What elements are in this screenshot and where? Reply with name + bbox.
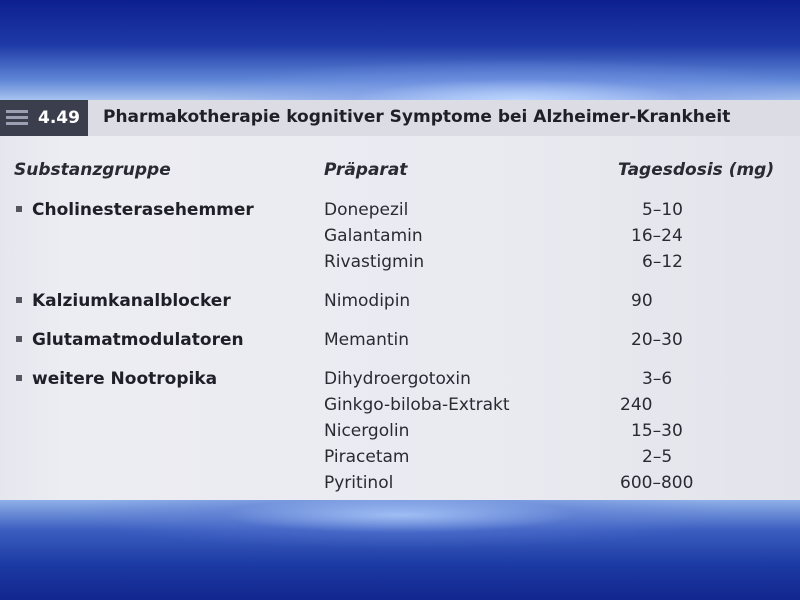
- dose-cell: 15–30: [631, 421, 683, 441]
- table-row: [0, 447, 800, 473]
- group-cell: [16, 200, 254, 220]
- group-cell: [16, 330, 244, 350]
- table-title: Pharmakotherapie kognitiver Symptome bei Alzheimer-Krankheit: [103, 107, 731, 127]
- bullet-icon: [16, 336, 22, 342]
- table-header-bar: [0, 100, 800, 136]
- dose-cell: 240: [620, 395, 653, 415]
- table-row: [0, 252, 800, 278]
- table-number-badge: [0, 100, 88, 136]
- table-row: [0, 369, 800, 395]
- group-label: Cholinesterasehemmer: [32, 200, 254, 220]
- drug-cell: Donepezil: [324, 200, 409, 220]
- table-row: [0, 395, 800, 421]
- dose-cell: 6–12: [642, 252, 683, 272]
- bullet-icon: [16, 206, 22, 212]
- menu-lines-icon: [6, 110, 28, 126]
- dose-cell: 2–5: [642, 447, 673, 467]
- dose-cell: 16–24: [631, 226, 683, 246]
- column-header-group: Substanzgruppe: [14, 160, 171, 180]
- dose-cell: 5–10: [642, 200, 683, 220]
- bullet-icon: [16, 297, 22, 303]
- table-row: [0, 200, 800, 226]
- column-header-drug: Präparat: [324, 160, 408, 180]
- table-row: [0, 421, 800, 447]
- group-label: Kalziumkanalblocker: [32, 291, 231, 311]
- drug-cell: Ginkgo-biloba-Extrakt: [324, 395, 510, 415]
- group-cell: [16, 291, 231, 311]
- dose-cell: 3–6: [642, 369, 673, 389]
- dose-cell: 600–800: [620, 473, 694, 493]
- column-header-dose: Tagesdosis (mg): [618, 160, 775, 180]
- drug-cell: Nicergolin: [324, 421, 410, 441]
- drug-cell: Memantin: [324, 330, 410, 350]
- table-page: [0, 100, 800, 500]
- bullet-icon: [16, 375, 22, 381]
- drug-cell: Nimodipin: [324, 291, 411, 311]
- table-row: [0, 291, 800, 317]
- dose-cell: 90: [631, 291, 653, 311]
- drug-cell: Dihydroergotoxin: [324, 369, 471, 389]
- group-label: Glutamatmodulatoren: [32, 330, 244, 350]
- table-row: [0, 473, 800, 499]
- drug-cell: Pyritinol: [324, 473, 394, 493]
- table-row: [0, 226, 800, 252]
- drug-cell: Rivastigmin: [324, 252, 425, 272]
- dose-cell: 20–30: [631, 330, 683, 350]
- table-row: [0, 330, 800, 356]
- drug-cell: Galantamin: [324, 226, 423, 246]
- bottom-background-band: [0, 500, 800, 600]
- group-cell: [16, 369, 217, 389]
- drug-cell: Piracetam: [324, 447, 410, 467]
- group-label: weitere Nootropika: [32, 369, 218, 389]
- top-background-band: [0, 0, 800, 100]
- table-number: 4.49: [38, 108, 80, 128]
